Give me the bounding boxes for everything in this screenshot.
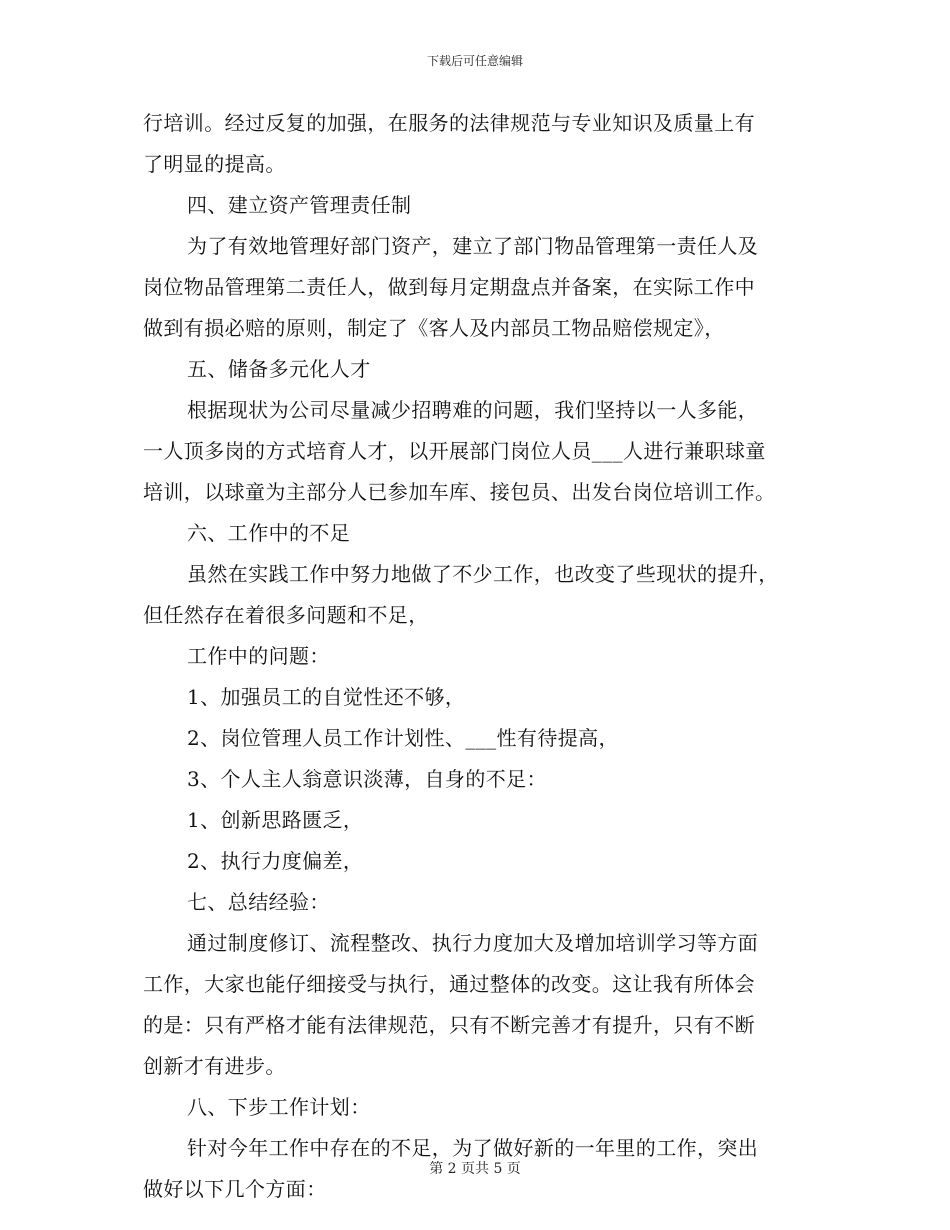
text-line: 岗位物品管理第二责任人，做到每月定期盘点并备案，在实际工作中 bbox=[143, 275, 755, 299]
list-item: 3、个人主人翁意识淡薄，自身的不足： bbox=[187, 767, 547, 791]
section-heading: 六、工作中的不足 bbox=[187, 521, 351, 545]
text-line: 通过制度修订、流程整改、执行力度加大及增加培训学习等方面 bbox=[187, 931, 759, 955]
text-line: 但任然存在着很多问题和不足， bbox=[143, 603, 429, 627]
list-item: 2、岗位管理人员工作计划性、___性有待提高， bbox=[187, 726, 619, 750]
text-line: 的是：只有严格才能有法律规范，只有不断完善才有提升，只有不断 bbox=[143, 1013, 755, 1037]
text-line: 针对今年工作中存在的不足，为了做好新的一年里的工作，突出 bbox=[187, 1136, 759, 1160]
text-line: 根据现状为公司尽量减少招聘难的问题，我们坚持以一人多能， bbox=[187, 398, 759, 422]
text-line: 做到有损必赔的原则，制定了《客人及内部员工物品赔偿规定》， bbox=[143, 316, 725, 340]
text-line: 虽然在实践工作中努力地做了不少工作，也改变了些现状的提升， bbox=[187, 562, 779, 586]
text-line: 创新才有进步。 bbox=[143, 1054, 286, 1078]
section-heading: 五、储备多元化人才 bbox=[187, 357, 371, 381]
section-heading: 七、总结经验： bbox=[187, 890, 330, 914]
text-line: 做好以下几个方面： bbox=[143, 1177, 327, 1201]
text-line: 工作，大家也能仔细接受与执行，通过整体的改变。这让我有所体会 bbox=[143, 972, 755, 996]
list-item: 2、执行力度偏差， bbox=[187, 849, 364, 873]
text-line: 工作中的问题： bbox=[187, 644, 330, 668]
text-line: 行培训。经过反复的加强，在服务的法律规范与专业知识及质量上有 bbox=[143, 111, 755, 135]
page-footer: 第 2 页共 5 页 bbox=[429, 1161, 521, 1177]
text-line: 一人顶多岗的方式培育人才，以开展部门岗位人员___人进行兼职球童 bbox=[143, 439, 766, 463]
text-line: 了明显的提高。 bbox=[143, 152, 286, 176]
document-body bbox=[143, 103, 808, 1210]
list-item: 1、创新思路匮乏， bbox=[187, 808, 364, 832]
list-item: 1、加强员工的自觉性还不够， bbox=[187, 685, 466, 709]
section-heading: 四、建立资产管理责任制 bbox=[187, 193, 412, 217]
text-line: 为了有效地管理好部门资产，建立了部门物品管理第一责任人及 bbox=[187, 234, 759, 258]
page-header: 下载后可任意编辑 bbox=[426, 54, 523, 68]
text-line: 培训，以球童为主部分人已参加车库、接包员、出发台岗位培训工作。 bbox=[143, 480, 776, 504]
section-heading: 八、下步工作计划： bbox=[187, 1095, 371, 1119]
